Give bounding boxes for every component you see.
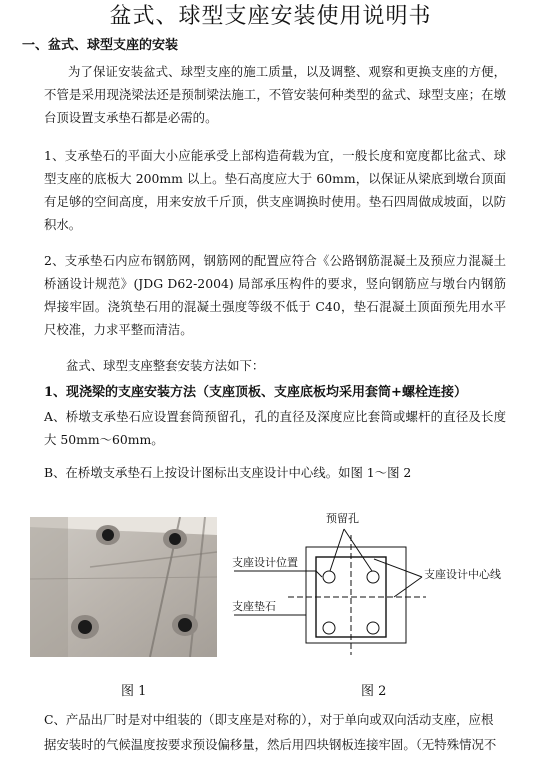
label-hole: 预留孔 — [326, 512, 359, 525]
figure1-photo — [30, 517, 217, 657]
para-c-line1: C、产品出厂时是对中组装的（即支座是对称的），对于单向或双向活动支座，应根 — [44, 712, 494, 727]
section1-heading: 一、盆式、球型支座的安装 — [22, 38, 179, 53]
para-c-line2: 据安装时的气候温度按要求预设偏移量，然后用四块钢板连接牢固。（无特殊情况不 — [44, 737, 497, 752]
page-title: 盆式、球型支座安装使用说明书 — [109, 4, 432, 29]
para-intro: 为了保证安装盆式、球型支座的施工质量，以及调整、观察和更换支座的方便，不管是采用现浇梁法还是预制梁法施工，不管安装何种类型的盆式、球型支座；在墩台顶设置支承垫石都是必需的。 — [44, 64, 506, 125]
figure1-caption: 图 1 — [121, 684, 147, 699]
figure2-diagram — [226, 505, 526, 660]
label-center-line: 支座设计中心线 — [424, 568, 501, 581]
para-a: A、桥墩支承垫石应设置套筒预留孔，孔的直径及深度应比套筒或螺杆的直径及长度大 50mm～60mm。 — [44, 409, 506, 447]
para-method-intro: 盆式、球型支座整套安装方法如下： — [66, 358, 265, 373]
para-b: B、在桥墩支承垫石上按设计图标出支座设计中心线。如图 1～图 2 — [44, 465, 412, 480]
figure2-caption: 图 2 — [361, 684, 387, 699]
para-1: 1、支承垫石的平面大小应能承受上部构造荷载为宜，一般长度和宽度都比盆式、球型支座的底板大 200mm 以上。垫石高度应大于 60mm，以保证从梁底到墩台顶面有足够的空间高度，用来安放千斤顶，供支座调换时使用。垫石四周做成坡面，以防积水。 — [44, 148, 506, 232]
label-design-position: 支座设计位置 — [232, 556, 298, 569]
label-support-stone: 支座垫石 — [232, 600, 276, 613]
para-2: 2、支承垫石内应布钢筋网，钢筋网的配置应符合《公路钢筋混凝土及预应力混凝土桥涵设计规范》(JDG D62-2004) 局部承压构件的要求，竖向钢筋应与墩台内钢筋焊接牢固。浇筑垫石用的混凝土强度等级不低于 C40，垫石混凝土顶面预先用水平尺校准，力求平整而清洁。 — [44, 253, 506, 337]
section2-heading: 1、现浇梁的支座安装方法（支座顶板、支座底板均采用套筒+螺栓连接） — [44, 385, 467, 400]
